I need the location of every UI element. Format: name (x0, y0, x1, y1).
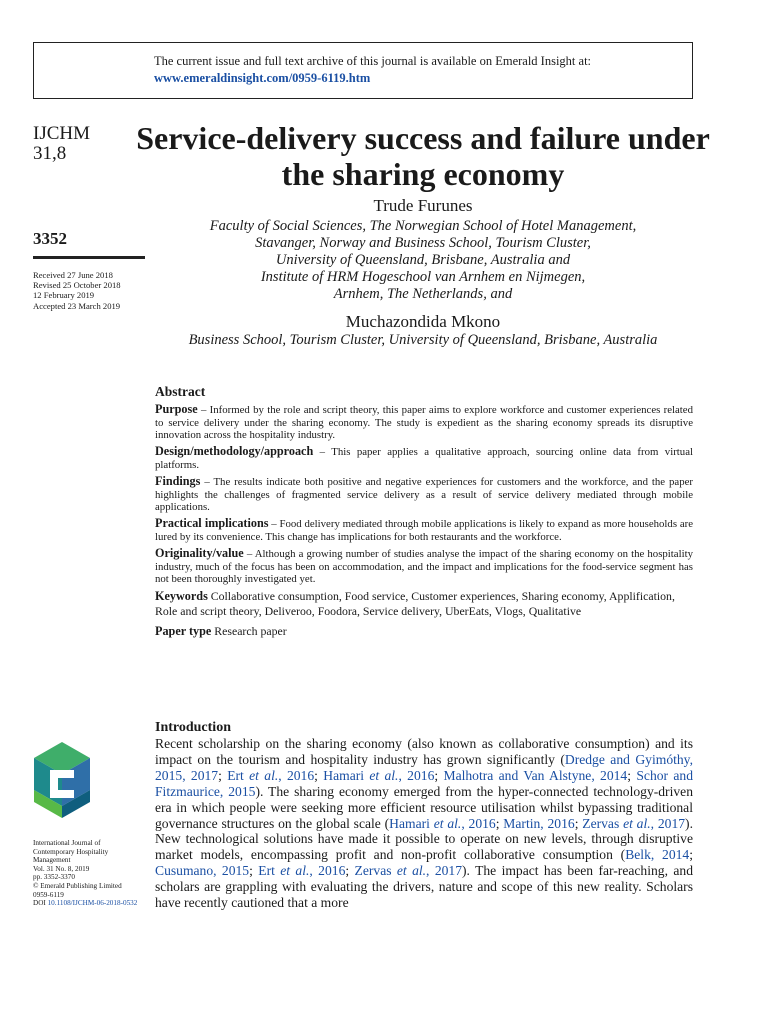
citation-link[interactable]: Ert et al., 2016 (227, 767, 315, 783)
abstract-findings (155, 475, 693, 514)
journal-abbrev: IJCHM (33, 123, 91, 144)
keywords-label: Keywords (155, 589, 208, 604)
imprint-line: Contemporary Hospitality (33, 847, 109, 856)
paper-type-label: Paper type (155, 623, 212, 638)
section-text: – Food delivery mediated through mobile applications is likely to expand as more households are lured by its convenience. This change has implications for both restaurants and the workforce. (155, 518, 693, 543)
section-text: – Informed by the role and script theory, this paper aims to explore workforce and customer experiences related to service delivery under the sharing economy. The study is expedient as the sharing economy spreads its disruptive innovation across the hospitality industry. (155, 403, 693, 442)
abstract-heading: Abstract (155, 384, 206, 399)
separator: ; (249, 863, 259, 879)
abstract-originality (155, 547, 693, 586)
author-name: Trude Furunes (373, 196, 473, 215)
journal-running-head (33, 124, 90, 164)
keywords (155, 589, 693, 619)
keywords-text: Collaborative consumption, Food service, Customer experiences, Sharing economy, Applification, Role and script theory, Deliveroo, Foodora, Service delivery, UberEats, Vlogs, Qualitative (155, 589, 675, 618)
journal-imprint (33, 839, 137, 908)
body-text: ). The impact has been far-reaching, and scholars are grappling with evaluating the drivers, nature and scope of this new reality. Scholars have recently cautioned that a more (155, 863, 693, 911)
paper-type-value: Research paper (211, 623, 287, 638)
access-notice-text: The current issue and full text archive of this journal is available on Emerald Insight at: (154, 54, 592, 68)
citation-link[interactable]: Malhotra and Van Alstyne, 2014 (443, 767, 628, 783)
citation-link[interactable]: Zervas et al., 2017 (354, 863, 463, 879)
separator: ; (495, 815, 504, 831)
citation-link[interactable]: Zervas et al., 2017 (582, 815, 686, 831)
section-label: Findings (155, 473, 201, 488)
imprint-line: Management (33, 856, 71, 865)
article-history (33, 270, 121, 311)
imprint-line: Vol. 31 No. 8, 2019 (33, 864, 90, 873)
author-affiliation (120, 218, 726, 303)
doi-line (33, 899, 137, 908)
separator: ; (574, 815, 583, 831)
citation-link[interactable]: Belk, 2014 (625, 847, 690, 863)
section-label: Originality/value (155, 545, 244, 560)
section-text: – The results indicate both positive and negative experiences for customers and the workforce, and the paper highlights the challenges of fragmented service delivery as a result of service delivery mediated through mobile applications. (155, 475, 693, 514)
abstract-purpose (155, 403, 693, 442)
affiliation-line: University of Queensland, Brisbane, Australia and (275, 252, 571, 268)
imprint-line: © Emerald Publishing Limited (33, 881, 122, 890)
page-number: 3352 (33, 229, 67, 248)
date-revised-2: 12 February 2019 (33, 290, 95, 301)
paper-type (155, 625, 693, 638)
section-label: Practical implications (155, 516, 269, 531)
imprint-line: International Journal of (33, 839, 101, 847)
introduction-heading: Introduction (155, 720, 231, 735)
doi-label: DOI (33, 899, 46, 908)
body-text: ). The sharing economy emerged from the hyper-connected technology-driven era in which people were seeking more efficient resource utilisation whilst bypassing traditional governance structures on the global scale ( (155, 783, 693, 831)
citation-link[interactable]: Schor and Fitzmaurice, 2015 (155, 767, 694, 799)
section-text: – Although a growing number of studies analyse the impact of the sharing economy on the hospitality industry, much of the focus has been on accommodation, and the impact and implications for the food-service segment has not been thoroughly investigated yet. (155, 547, 693, 586)
separator: ; (345, 863, 355, 879)
citation-link[interactable]: Cusumano, 2015 (155, 863, 250, 879)
citation-link[interactable]: Martin, 2016 (503, 815, 575, 831)
section-text: – This paper applies a qualitative approach, sourcing online data from virtual platforms. (155, 446, 693, 471)
abstract (155, 386, 693, 638)
abstract-design (155, 445, 693, 472)
separator: ; (434, 767, 444, 783)
affiliation-line: Arnhem, The Netherlands, and (333, 286, 513, 302)
date-revised: Revised 25 October 2018 (33, 280, 121, 291)
introduction-body (155, 736, 693, 911)
date-accepted: Accepted 23 March 2019 (33, 300, 121, 311)
section-label: Design/methodology/approach (155, 444, 314, 459)
citation-link[interactable]: Ert et al., 2016 (258, 863, 346, 879)
citation-link[interactable]: Dredge and Gyimóthy, 2015, 2017 (155, 751, 693, 783)
separator: ; (314, 767, 324, 783)
separator: ; (689, 847, 693, 863)
imprint-line: 0959-6119 (33, 890, 64, 899)
journal-volume: 31,8 (33, 143, 67, 164)
author-name: Muchazondida Mkono (345, 312, 501, 331)
separator: ; (627, 767, 637, 783)
separator: ; (218, 767, 228, 783)
article-title: Service-delivery success and failure under the sharing economy (136, 120, 710, 192)
affiliation-line: Faculty of Social Sciences, The Norwegian School of Hotel Management, (209, 218, 637, 234)
date-received: Received 27 June 2018 (33, 270, 113, 280)
publisher-logo-icon (32, 740, 92, 820)
affiliation-line: Stavanger, Norway and Business School, Tourism Cluster, (255, 235, 591, 251)
affiliation-line: Institute of HRM Hogeschool van Arnhem en Nijmegen, (260, 269, 586, 285)
author-affiliation: Business School, Tourism Cluster, University of Queensland, Brisbane, Australia (188, 332, 658, 348)
citation-link[interactable]: Hamari et al., 2016 (389, 815, 496, 831)
journal-url-link[interactable]: www.emeraldinsight.com/0959-6119.htm (154, 71, 371, 85)
abstract-implications (155, 517, 693, 544)
imprint-line: pp. 3352-3370 (33, 873, 75, 882)
body-text: Recent scholarship on the sharing economy (also known as collaborative consumption) and its impact on the tourism and hospitality industry has grown significantly ( (155, 736, 693, 767)
section-label: Purpose (155, 401, 198, 416)
body-text: ). New technological solutions have made it possible to operate on new levels, through disruptive market models, encompassing profit and non-profit collaborative consumption ( (155, 815, 693, 863)
doi-link[interactable]: 10.1108/IJCHM-06-2018-0532 (47, 899, 138, 908)
citation-link[interactable]: Hamari et al., 2016 (323, 767, 435, 783)
